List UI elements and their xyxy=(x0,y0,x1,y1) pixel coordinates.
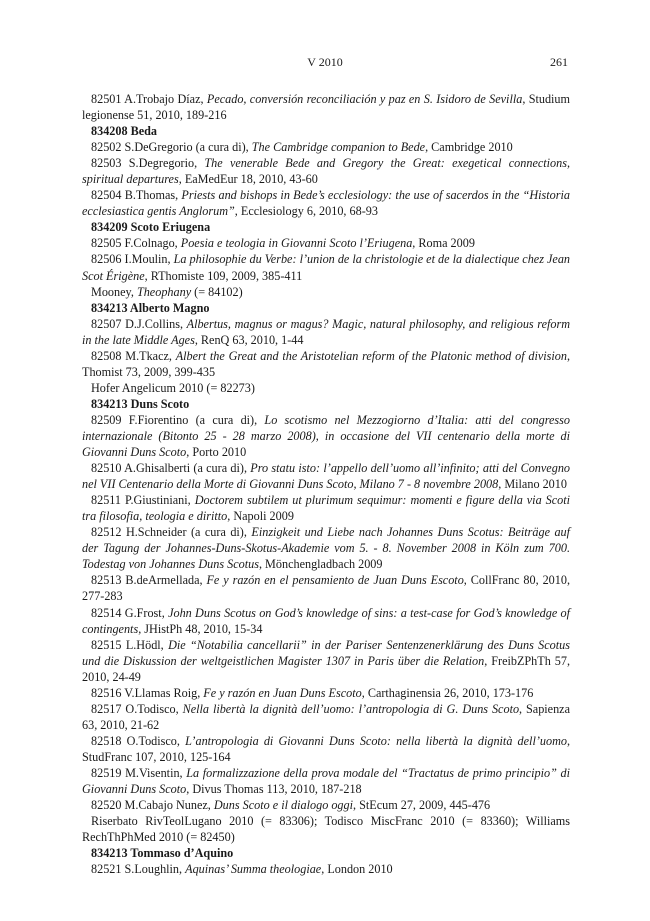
entry-author: O.Todisco, xyxy=(126,733,180,748)
entry-number: 82509 xyxy=(91,412,122,427)
entry-number: 82521 xyxy=(91,862,122,877)
entry-title: Die “Notabilia cancellarii” in der Pariser Sentenzenerklärung des Duns Scotus und die Diskussion der weltgeistlichen Magister 1307 in Paris über die Relation xyxy=(82,637,571,668)
bibliography-entry xyxy=(82,572,570,604)
entry-number: 82506 xyxy=(91,252,122,267)
section-heading: 834208 Beda xyxy=(91,124,158,139)
section-heading: 834213 Duns Scoto xyxy=(91,396,190,411)
entry-author: H.Schneider (a cura di), xyxy=(125,525,247,540)
entry-author: F.Colnago, xyxy=(124,236,178,251)
entry-number: 82507 xyxy=(91,316,122,331)
bibliography-entry xyxy=(82,701,570,733)
entry-publication: , StEcum 27, 2009, 445-476 xyxy=(353,798,491,813)
entry-number: 82515 xyxy=(91,637,122,652)
cross-reference xyxy=(82,813,570,845)
cross-reference xyxy=(82,284,570,300)
entry-author: A.Trobajo Díaz, xyxy=(124,92,204,106)
entry-author: L.Hödl, xyxy=(125,637,164,652)
entry-title: Duns Scoto e il dialogo oggi xyxy=(213,798,354,813)
entry-author: B.deArmellada, xyxy=(125,573,203,588)
entry-author: A.Ghisalberti (a cura di), xyxy=(124,461,247,476)
cross-reference xyxy=(82,380,570,396)
entry-title: Pecado, conversión reconciliación y paz en S. Isidoro de Sevilla xyxy=(206,92,523,106)
entry-publication: , Porto 2010 xyxy=(186,445,247,460)
entry-author: M.Visentin, xyxy=(125,765,183,780)
page-number: 261 xyxy=(550,55,568,69)
entry-title: The venerable Bede and Gregory the Great: exegetical connections, spiritual departures xyxy=(82,156,571,187)
bibliography-entry xyxy=(82,765,570,797)
bibliography-list xyxy=(82,91,570,877)
entry-number: 82517 xyxy=(91,701,122,716)
entry-publication: , Studium legionense 51, 2010, 189-216 xyxy=(82,92,571,123)
entry-publication: , Mönchengladbach 2009 xyxy=(258,557,383,572)
entry-title: The Cambridge companion to Bede xyxy=(251,140,426,155)
bibliography-entry xyxy=(82,605,570,637)
entry-number: 82508 xyxy=(91,348,122,363)
entry-publication: , FreibZPhTh 57, 2010, 24-49 xyxy=(82,653,570,684)
bibliography-entry xyxy=(82,139,570,155)
cross-reference-text: Riserbato RivTeolLugano 2010 (= 83306); Todisco MiscFranc 2010 (= 83360); Williams RechThPhMed 2010 (= 82450) xyxy=(82,814,570,845)
entry-number: 82519 xyxy=(91,765,122,780)
entry-number: 82514 xyxy=(91,605,122,620)
entry-publication: , EaMedEur 18, 2010, 43-60 xyxy=(178,172,318,187)
bibliography-entry xyxy=(82,524,570,572)
bibliography-entry xyxy=(82,412,570,460)
entry-author: M.Tkacz, xyxy=(125,348,172,363)
bibliography-entry xyxy=(82,637,570,685)
entry-title: Einzigkeit und Liebe nach Johannes Duns Scotus: Beiträge auf der Tagung der Johannes-Duns-Skotus-Akademie vom 5. - 8. November 2008 in Köln zum 700. Todestag von Johannes Duns Scotus xyxy=(82,525,571,572)
entry-author: O.Todisco, xyxy=(125,701,179,716)
bibliography-entry xyxy=(82,861,570,877)
entry-author: G.Frost, xyxy=(124,605,165,620)
entry-author: B.Thomas, xyxy=(124,188,179,203)
running-title: V 2010 xyxy=(307,55,343,69)
bibliography-entry xyxy=(82,251,570,283)
entry-title: Nella libertà la dignità dell’uomo: l’antropologia di G. Duns Scoto xyxy=(182,701,520,716)
entry-author: S.Loughlin, xyxy=(124,862,183,877)
entry-author: D.J.Collins, xyxy=(125,316,183,331)
entry-title: Aquinas’ Summa theologiae xyxy=(185,862,322,877)
entry-number: 82505 xyxy=(91,236,122,251)
bibliography-entry xyxy=(82,348,570,380)
section-heading: 834209 Scoto Eriugena xyxy=(91,220,211,235)
bibliography-entry xyxy=(82,685,570,701)
bibliography-entry xyxy=(82,235,570,251)
entry-publication: , Thomist 73, 2009, 399-435 xyxy=(82,348,571,379)
entry-author: S.Degregorio, xyxy=(128,156,198,171)
entry-publication: , Ecclesiology 6, 2010, 68-93 xyxy=(234,204,378,219)
entry-publication: , Milano 2010 xyxy=(498,477,567,492)
cross-reference-title: Theophany xyxy=(136,284,192,299)
entry-publication: , JHistPh 48, 2010, 15-34 xyxy=(138,621,263,636)
cross-reference-text: Mooney, xyxy=(91,284,134,299)
entry-publication: , Roma 2009 xyxy=(412,236,475,251)
entry-title: L’antropologia di Giovanni Duns Scoto: nella libertà la dignità dell’uomo xyxy=(185,733,567,748)
bibliography-entry xyxy=(82,155,570,187)
entry-publication: , RThomiste 109, 2009, 385-411 xyxy=(144,268,303,283)
entry-author: M.Cabajo Nunez, xyxy=(124,798,211,813)
entry-title: Doctorem subtilem ut plurimum sequimur: momenti e figure della via Scoti tra filosofia, teologia e diritto xyxy=(82,493,571,524)
entry-number: 82502 xyxy=(91,140,122,155)
entry-publication: , Carthaginensia 26, 2010, 173-176 xyxy=(361,685,534,700)
entry-title: Lo scotismo nel Mezzogiorno d’Italia: atti del congresso internazionale (Bitonto 25 - 28 marzo 2008), in occasione del VII centenario della morte di Giovanni Duns Scoto xyxy=(82,412,571,460)
entry-number: 82512 xyxy=(91,525,122,540)
entry-number: 82518 xyxy=(91,733,122,748)
running-head xyxy=(0,55,650,71)
entry-title: Fe y razón en el pensamiento de Juan Duns Escoto xyxy=(206,573,464,588)
entry-publication: , RenQ 63, 2010, 1-44 xyxy=(194,332,304,347)
entry-publication: , Sapienza 63, 2010, 21-62 xyxy=(82,701,570,732)
entry-title: La philosophie du Verbe: l’union de la christologie et de la dialectique chez Jean Scot Érigène xyxy=(82,252,571,283)
bibliography-entry xyxy=(82,187,570,219)
entry-author: V.Llamas Roig, xyxy=(124,685,201,700)
entry-title: Poesia e teologia in Giovanni Scoto l’Eriugena xyxy=(180,236,413,251)
entry-publication: , Cambridge 2010 xyxy=(425,140,513,155)
bibliography-entry xyxy=(82,316,570,348)
entry-number: 82501 xyxy=(91,92,122,106)
entry-title: Albertus, magnus or magus? Magic, natural philosophy, and religious reform in the late Middle Ages xyxy=(82,316,571,347)
entry-number: 82504 xyxy=(91,188,122,203)
entry-publication: , StudFranc 107, 2010, 125-164 xyxy=(82,733,571,764)
bibliography-entry xyxy=(82,91,570,123)
entry-title: La formalizzazione della prova modale del “Tractatus de primo principio” di Giovanni Duns Scoto xyxy=(82,765,570,797)
entry-publication: , Divus Thomas 113, 2010, 187-218 xyxy=(186,782,362,797)
entry-title: Fe y razón en Juan Duns Escoto xyxy=(203,685,362,700)
entry-publication: , London 2010 xyxy=(321,862,393,877)
entry-title: Priests and bishops in Bede’s ecclesiology: the use of sacerdos in the “Historia ecclesiastica gentis Anglorum” xyxy=(82,188,570,219)
entry-number: 82516 xyxy=(91,685,122,700)
entry-publication: , Napoli 2009 xyxy=(227,509,294,524)
cross-reference-ref: (= 84102) xyxy=(194,284,243,299)
entry-number: 82513 xyxy=(91,573,122,588)
bibliography-entry xyxy=(82,460,570,492)
bibliography-entry xyxy=(82,492,570,524)
entry-title: John Duns Scotus on God’s knowledge of sins: a test-case for God’s knowledge of contingents xyxy=(82,605,571,636)
entry-author: F.Fiorentino (a cura di), xyxy=(128,412,258,427)
entry-number: 82510 xyxy=(91,461,122,476)
section-heading: 834213 Tommaso d’Aquino xyxy=(91,846,234,861)
entry-author: S.DeGregorio (a cura di), xyxy=(124,140,249,155)
entry-number: 82503 xyxy=(91,156,122,171)
section-heading: 834213 Alberto Magno xyxy=(91,300,210,315)
entry-publication: , CollFranc 80, 2010, 277-283 xyxy=(82,573,571,604)
bibliography-entry xyxy=(82,797,570,813)
entry-title: Pro statu isto: l’appello dell’uomo all’infinito; atti del Convegno nel VII Centenario della Morte di Giovanni Duns Scoto, Milano 7 - 8 novembre 2008 xyxy=(82,461,571,492)
entry-author: I.Moulin, xyxy=(124,252,171,267)
bibliography-entry xyxy=(82,733,570,765)
entry-number: 82520 xyxy=(91,798,122,813)
entry-title: Albert the Great and the Aristotelian reform of the Platonic method of division xyxy=(175,348,567,363)
entry-number: 82511 xyxy=(91,493,122,508)
cross-reference-text: Hofer Angelicum 2010 (= 82273) xyxy=(91,380,255,395)
entry-author: P.Giustiniani, xyxy=(125,493,191,508)
